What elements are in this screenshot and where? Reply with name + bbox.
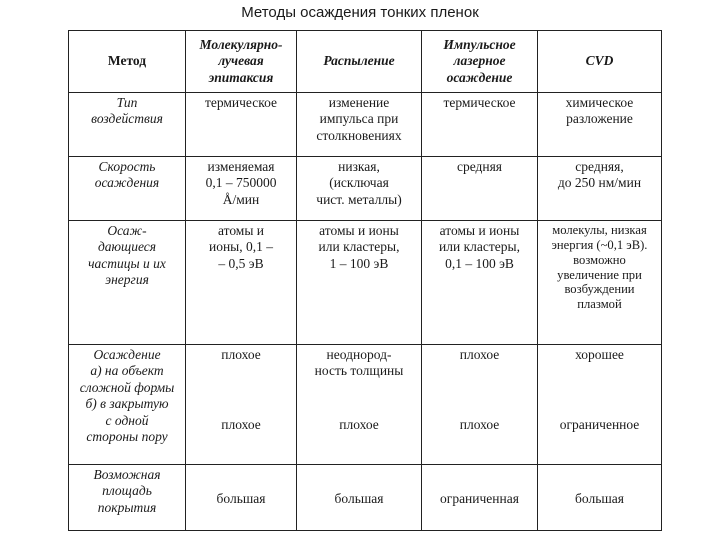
cell-area-pld-text: ограниченная	[440, 491, 519, 507]
cell-particles-cvd	[538, 221, 662, 345]
cell-impact-sputter	[297, 93, 422, 157]
cell-impact-sputter-text: изменение импульса при столкновениях	[316, 95, 402, 143]
header-cvd-text: CVD	[585, 53, 614, 69]
row-area	[69, 465, 662, 531]
methods-table	[68, 30, 662, 531]
cell-deposition-sputter-a: неоднород- ность толщины	[314, 347, 404, 379]
cell-deposition-mbe-b: плохое	[221, 416, 261, 432]
cell-particles-mbe	[186, 221, 297, 345]
row-deposition-label	[69, 345, 186, 465]
header-pld-text: Импульсное лазерное осаждение	[443, 36, 516, 85]
cell-area-cvd	[538, 465, 662, 531]
cell-rate-mbe-text: изменяемая 0,1 – 750000 Å/мин	[205, 159, 277, 207]
row-particles-label-text: Осаж- дающиеся частицы и их энергия	[88, 223, 166, 288]
row-area-label-text: Возможная площадь покрытия	[93, 467, 161, 515]
cell-rate-pld-text: средняя	[456, 159, 503, 174]
cell-deposition-cvd-b: ограниченное	[559, 416, 640, 432]
header-row	[69, 31, 662, 93]
cell-impact-cvd-text: химическое разложение	[565, 95, 634, 127]
header-pld	[422, 31, 538, 93]
cell-deposition-mbe	[186, 345, 297, 465]
cell-rate-mbe	[186, 157, 297, 221]
cell-particles-sputter	[297, 221, 422, 345]
header-method	[69, 31, 186, 93]
cell-particles-pld	[422, 221, 538, 345]
row-rate-label	[69, 157, 186, 221]
page-title: Методы осаждения тонких пленок	[241, 4, 479, 21]
row-impact-label-text: Тип воздействия	[91, 95, 163, 127]
cell-area-pld	[422, 465, 538, 531]
cell-deposition-sputter	[297, 345, 422, 465]
cell-impact-mbe	[186, 93, 297, 157]
cell-area-mbe-text: большая	[216, 491, 266, 507]
header-method-text: Метод	[107, 53, 147, 69]
cell-particles-sputter-text: атомы и ионы или кластеры, 1 – 100 эВ	[318, 223, 400, 271]
row-area-label	[69, 465, 186, 531]
cell-deposition-pld	[422, 345, 538, 465]
cell-rate-pld	[422, 157, 538, 221]
cell-rate-cvd	[538, 157, 662, 221]
header-sputter-text: Распыление	[323, 53, 395, 69]
cell-deposition-pld-b: плохое	[459, 416, 500, 432]
cell-area-cvd-text: большая	[575, 491, 624, 507]
cell-particles-cvd-text: молекулы, низкая энергия (~0,1 эВ). возможно увеличение при возбуждении плазмой	[551, 223, 648, 312]
cell-rate-cvd-text: средняя, до 250 нм/мин	[557, 159, 642, 191]
row-particles-label	[69, 221, 186, 345]
row-impact	[69, 93, 662, 157]
cell-deposition-cvd-a: хорошее	[575, 347, 624, 362]
cell-rate-sputter	[297, 157, 422, 221]
cell-impact-cvd	[538, 93, 662, 157]
cell-particles-pld-text: атомы и ионы или кластеры, 0,1 – 100 эВ	[439, 223, 520, 271]
cell-area-mbe	[186, 465, 297, 531]
row-particles	[69, 221, 662, 345]
row-impact-label	[69, 93, 186, 157]
header-sputter	[297, 31, 422, 93]
header-mbe-text: Молекулярно- лучевая эпитаксия	[199, 36, 283, 85]
cell-deposition-cvd	[538, 345, 662, 465]
cell-area-sputter-text: большая	[334, 491, 384, 507]
row-rate-label-text: Скорость осаждения	[94, 159, 160, 191]
cell-impact-pld-text: термическое	[443, 95, 516, 110]
cell-particles-mbe-text: атомы и ионы, 0,1 – – 0,5 эВ	[208, 223, 274, 271]
row-deposition	[69, 345, 662, 465]
cell-area-sputter	[297, 465, 422, 531]
cell-impact-pld	[422, 93, 538, 157]
cell-deposition-mbe-a: плохое	[221, 347, 261, 362]
cell-deposition-pld-a: плохое	[459, 347, 500, 362]
cell-rate-sputter-text: низкая, (исключая чист. металлы)	[316, 159, 402, 207]
header-mbe	[186, 31, 297, 93]
header-cvd	[538, 31, 662, 93]
row-rate	[69, 157, 662, 221]
cell-deposition-sputter-b: плохое	[339, 416, 379, 432]
cell-impact-mbe-text: термическое	[204, 95, 278, 110]
row-deposition-label-text: Осаждение а) на объект сложной формы б) в закрытую с одной стороны пору	[79, 347, 175, 445]
